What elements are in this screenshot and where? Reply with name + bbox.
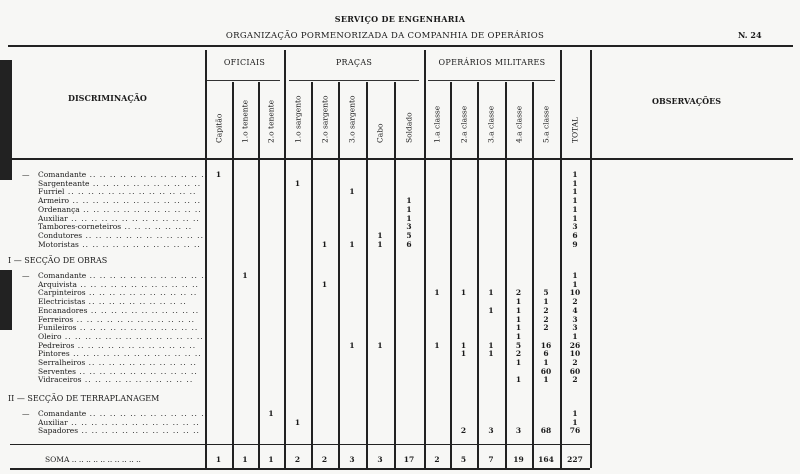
leader-dots: .. .. .. .. .. .. .. .. .. .. .. [85, 288, 198, 298]
cell-value: 1 [543, 297, 549, 307]
soma-value: 5 [460, 455, 467, 464]
cell-value: 3 [572, 314, 578, 324]
leader-dots: .. .. .. .. .. .. .. .. .. .. .. .. .. [64, 187, 197, 197]
cell-value: 1 [572, 271, 578, 280]
leader-dots: .. .. .. .. .. .. .. .. .. .. .. .. .. [67, 417, 200, 427]
cell-value: 5 [406, 230, 412, 240]
table-row [0, 349, 600, 358]
group-pracas: PRAÇAS [335, 58, 373, 67]
row-label-text: Sargenteante [38, 178, 90, 188]
row-label-text: Ordenança [38, 204, 80, 214]
soma-value: 3 [349, 455, 355, 464]
cell-value: 1 [242, 271, 248, 280]
soma-value: 164 [538, 455, 554, 464]
column-header-label: 2.o sargento [320, 95, 329, 143]
table-row [0, 170, 600, 179]
row-label [38, 187, 196, 196]
row-label-text: Funileiros [38, 323, 77, 333]
group-oficiais: OFICIAIS [223, 58, 266, 67]
cell-value: 1 [377, 340, 383, 350]
soma-value: 7 [488, 455, 494, 464]
leader-dots: .. .. .. .. .. .. .. .. .. .. .. .. .. [69, 196, 202, 206]
cell-value: 2 [543, 323, 549, 333]
row-label [38, 280, 199, 289]
leader-dots: .. .. .. .. .. .. .. .. .. .. .. .. .. .. [61, 331, 204, 341]
row-label [38, 367, 198, 376]
row-label [38, 222, 192, 231]
soma-row [0, 455, 600, 464]
cell-value: 6 [543, 349, 549, 359]
row-label [38, 426, 200, 435]
top-rule [8, 45, 793, 47]
cell-value: 3 [406, 222, 412, 232]
cell-value: 1 [349, 340, 355, 350]
soma-value: 3 [377, 455, 383, 464]
row-label-text: Auxiliar [38, 417, 68, 427]
cell-value: 1 [515, 305, 522, 315]
row-label [38, 240, 201, 249]
group-rule [207, 80, 280, 81]
leader-dots: .. .. .. .. .. .. .. .. .. .. .. .. [86, 170, 209, 179]
table-row [0, 222, 600, 231]
cell-value: 3 [572, 323, 578, 333]
table-row [0, 187, 600, 196]
table-row [0, 358, 600, 367]
row-label [38, 205, 202, 214]
cell-value: 1 [572, 204, 578, 214]
cell-value: 4 [572, 305, 578, 315]
document-title: ORGANIZAÇÃO PORMENORIZADA DA COMPANHIA DE OPERÁRIOS [225, 31, 545, 41]
cell-value: 1 [321, 279, 328, 289]
cell-value: 1 [488, 340, 494, 350]
leader-dots: .. .. .. .. .. .. .. .. .. .. .. .. [78, 239, 201, 249]
cell-value: 1 [515, 358, 522, 367]
cell-value: 1 [321, 239, 328, 249]
row-label [38, 271, 208, 280]
column-header-label: 2.a classe [459, 105, 468, 143]
row-label-text: Comandante [38, 170, 87, 179]
service-title: SERVIÇO DE ENGENHARIA [334, 14, 466, 24]
table-row [0, 332, 600, 341]
leader-dots: .. .. .. .. .. .. .. .. .. .. .. .. [76, 323, 199, 333]
cell-value: 5 [543, 288, 549, 298]
cell-value: 1 [294, 417, 301, 427]
cell-value: 1 [515, 297, 522, 307]
row-label-text: Sapadores [38, 426, 79, 436]
table-row [0, 367, 600, 376]
cell-value: 1 [572, 279, 578, 289]
cell-value: 1 [515, 314, 522, 324]
column-header-label: TOTAL [570, 116, 580, 143]
table-row [0, 271, 600, 280]
leader-dots: .. .. .. .. .. .. .. .. .. .. .. .. .. [69, 349, 202, 359]
column-header-label: 3.a classe [486, 105, 496, 143]
soma-label [45, 455, 141, 464]
cell-value: 2 [543, 305, 549, 315]
cell-value: 1 [406, 213, 412, 223]
column-header-label: 2.o tenente [266, 99, 276, 143]
cell-value: 1 [515, 331, 522, 341]
soma-value: 1 [215, 455, 222, 464]
dash-marker: — [22, 409, 30, 418]
leader-dots: .. .. .. .. .. .. .. .. .. .. .. [81, 375, 194, 385]
soma-value: 1 [242, 455, 248, 464]
cell-value: 1 [572, 409, 578, 418]
leader-dots: .. .. .. .. .. .. .. .. .. .. .. .. .. [67, 213, 200, 223]
column-header [477, 82, 505, 152]
row-label-text: Carpinteiros [38, 288, 86, 298]
cell-value: 1 [543, 375, 549, 385]
leader-dots: .. .. .. .. .. .. .. .. .. .. .. .. [86, 271, 209, 280]
table-row [0, 315, 600, 324]
column-header [366, 82, 394, 152]
row-label [38, 332, 204, 341]
column-divider [590, 50, 592, 468]
discrimination-header: DISCRIMINAÇÃO [68, 93, 147, 103]
cell-value: 1 [572, 170, 578, 179]
cell-value: 2 [572, 358, 578, 367]
group-operarios-militares: OPERÁRIOS MILITARES [438, 58, 546, 67]
row-label-text: Pedreiros [38, 340, 75, 350]
row-label [38, 306, 199, 315]
cell-value: 1 [488, 288, 494, 298]
column-header [394, 82, 424, 152]
cell-value: 1 [572, 213, 578, 223]
column-header [311, 82, 338, 152]
column-header [560, 82, 590, 152]
leader-dots: .. .. .. .. .. .. .. .. .. .. .. .. [77, 279, 199, 289]
column-header [232, 82, 258, 152]
soma-value: 2 [434, 455, 440, 464]
group-rule [289, 80, 419, 81]
cell-value: 2 [572, 297, 578, 307]
leader-dots: .. .. .. .. .. .. .. .. .. .. .. .. [74, 340, 197, 350]
row-label-text: Condutores [38, 230, 83, 240]
leader-dots: .. .. .. .. .. .. .. .. .. .. [85, 297, 187, 307]
cell-value: 1 [488, 349, 494, 359]
column-header-label: 1.a classe [432, 105, 442, 143]
leader-dots: .. .. .. .. .. .. .. .. .. .. .. .. [86, 409, 209, 418]
cell-value: 6 [406, 239, 412, 249]
soma-rule [10, 444, 590, 445]
cell-value: 6 [572, 230, 578, 240]
cell-value: 1 [572, 417, 578, 427]
table-row [0, 240, 600, 249]
table-row [0, 214, 600, 223]
cell-value: 1 [460, 340, 467, 350]
row-label-text: Arquivista [38, 279, 78, 289]
cell-value: 60 [569, 366, 581, 376]
table-row [0, 231, 600, 240]
cell-value: 1 [377, 239, 383, 249]
cell-value: 1 [434, 340, 440, 350]
cell-value: 1 [460, 288, 467, 298]
cell-value: 2 [572, 375, 578, 385]
cell-value: 1 [406, 204, 412, 214]
row-label [38, 409, 208, 418]
column-header-label: 1.o tenente [240, 99, 250, 143]
soma-value: 1 [268, 455, 274, 464]
cell-value: 1 [349, 239, 355, 249]
leader-dots: .. .. .. .. .. .. .. .. .. .. .. .. [73, 314, 196, 324]
cell-value: 10 [569, 288, 581, 298]
cell-value: 1 [572, 187, 578, 197]
table-row [0, 306, 600, 315]
row-label-text: Ferreiros [38, 314, 74, 324]
row-label-text: Motoristas [38, 239, 79, 249]
header-bottom-rule [8, 158, 793, 160]
row-label-text: Comandante [38, 409, 87, 418]
column-header-label: 1.o sargento [293, 95, 302, 143]
row-label [38, 170, 208, 179]
row-label [38, 349, 202, 358]
column-header-label: Soldado [404, 112, 414, 143]
cell-value: 1 [515, 323, 522, 333]
scan-edge [0, 60, 12, 180]
column-header-label: 4.a classe [514, 105, 523, 143]
cell-value: 1 [406, 196, 412, 206]
table-row [0, 426, 600, 435]
table-row [0, 375, 600, 384]
column-header-label: 3.o sargento [347, 95, 357, 143]
leader-dots: .. .. .. .. .. .. .. .. .. .. .. .. [79, 204, 202, 214]
row-label-text: Pintores [38, 349, 70, 359]
leader-dots: .. .. .. .. .. .. .. .. .. .. .. [89, 178, 202, 188]
cell-value: 2 [515, 288, 522, 298]
row-label-text: Comandante [38, 271, 87, 280]
row-label [38, 288, 197, 297]
column-header [450, 82, 477, 152]
row-label-text: Serralheiros [38, 358, 86, 367]
row-label [38, 196, 201, 205]
row-label [38, 418, 200, 427]
cell-value: 10 [569, 349, 581, 359]
leader-dots: .. .. .. .. .. .. .. [121, 222, 193, 232]
row-label-text: Furriel [38, 187, 65, 197]
soma-value: 19 [513, 455, 524, 464]
table-row [0, 418, 600, 427]
row-label-text: Electricistas [38, 297, 86, 307]
column-header [338, 82, 366, 152]
cell-value: 76 [569, 426, 581, 436]
group-rule [428, 80, 555, 81]
column-header [532, 82, 560, 152]
cell-value: 60 [540, 366, 552, 376]
cell-value: 1 [460, 349, 467, 359]
table-row [0, 409, 600, 418]
table-row [0, 341, 600, 350]
cell-value: 1 [543, 358, 549, 367]
row-label-text: Vidraceiros [38, 375, 82, 385]
row-label [38, 315, 195, 324]
cell-value: 16 [540, 340, 552, 350]
row-label [38, 375, 193, 384]
column-header [205, 82, 232, 152]
cell-value: 1 [377, 230, 383, 240]
cell-value: 68 [540, 426, 552, 436]
cell-value: 1 [349, 187, 355, 197]
row-label-text: Armeiro [38, 196, 70, 206]
row-label [38, 297, 187, 306]
dash-marker: — [22, 170, 30, 179]
row-label [38, 179, 201, 188]
row-label [38, 341, 196, 350]
bottom-rule [10, 468, 590, 470]
cell-value: 5 [515, 340, 522, 350]
cell-value: 1 [488, 305, 494, 315]
cell-value: 1 [434, 288, 440, 298]
cell-value: 1 [572, 331, 578, 341]
column-header [424, 82, 450, 152]
column-header [505, 82, 532, 152]
leader-dots: .. .. .. .. .. .. .. .. .. .. .. [87, 305, 200, 315]
row-label-text: Serventes [38, 366, 76, 376]
cell-value: 26 [569, 340, 581, 350]
row-label [38, 231, 204, 240]
section-title: II — SECÇÃO DE TERRAPLANAGEM [8, 394, 160, 403]
document-number: N. 24 [738, 30, 762, 40]
leader-dots: .. .. .. .. .. .. .. .. .. .. .. .. [82, 230, 204, 240]
column-header [284, 82, 311, 152]
column-header-label: Cabo [375, 123, 385, 143]
row-label-text: Auxiliar [38, 213, 68, 223]
section-title: I — SECÇÃO DE OBRAS [8, 256, 108, 265]
table-row [0, 205, 600, 214]
table-row [0, 179, 600, 188]
soma-value: 227 [567, 455, 583, 464]
dash-marker: — [22, 271, 30, 280]
soma-value: 2 [294, 455, 301, 464]
leader-dots: .. .. .. .. .. .. .. .. .. .. [69, 455, 141, 464]
leader-dots: .. .. .. .. .. .. .. .. .. .. .. .. [75, 366, 198, 376]
table-row [0, 297, 600, 306]
row-label-text: Encanadores [38, 305, 88, 315]
cell-value: 3 [488, 426, 494, 436]
cell-value: 3 [515, 426, 522, 436]
soma-value: 2 [321, 455, 328, 464]
row-label-text: Oleiro [38, 331, 62, 341]
cell-value: 2 [515, 349, 522, 359]
row-label-text: Tambores-corneteiros [38, 222, 122, 232]
observations-header: OBSERVAÇÕES [652, 96, 721, 106]
cell-value: 2 [543, 314, 549, 324]
row-label [38, 214, 200, 223]
soma-value: 17 [403, 455, 415, 464]
table-row [0, 196, 600, 205]
column-header-label: 5.a classe [541, 105, 551, 143]
cell-value: 1 [515, 375, 522, 385]
cell-value: 2 [460, 426, 467, 436]
table-row [0, 323, 600, 332]
column-header [258, 82, 284, 152]
table-row [0, 288, 600, 297]
table-row [0, 280, 600, 289]
cell-value: 1 [268, 409, 274, 418]
cell-value: 1 [215, 170, 222, 179]
row-label [38, 358, 197, 367]
cell-value: 1 [572, 178, 578, 188]
column-header-label: Capitão [214, 113, 223, 143]
soma-label-text: SOMA [45, 455, 70, 464]
cell-value: 9 [572, 239, 578, 249]
cell-value: 3 [572, 222, 578, 232]
leader-dots: .. .. .. .. .. .. .. .. .. .. .. [85, 358, 197, 367]
leader-dots: .. .. .. .. .. .. .. .. .. .. .. .. [78, 426, 200, 436]
cell-value: 1 [294, 178, 301, 188]
row-label [38, 323, 198, 332]
cell-value: 1 [572, 196, 578, 206]
